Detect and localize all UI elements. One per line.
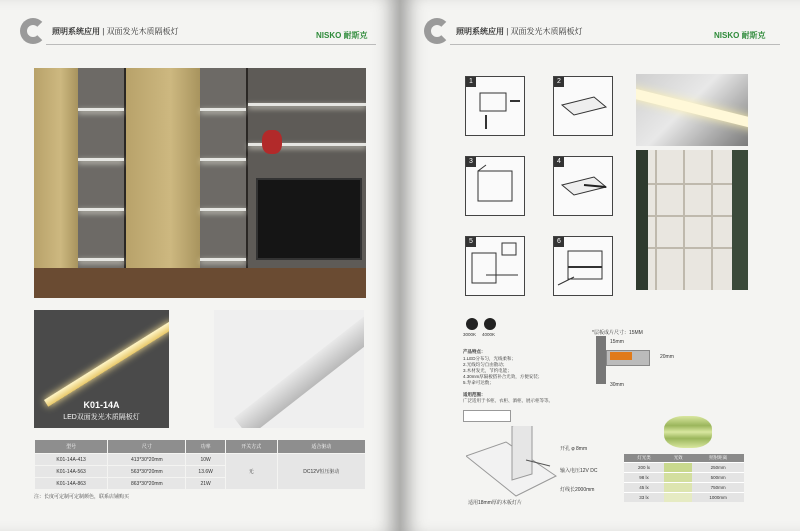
table-row: 98 lx 500mm <box>624 473 744 483</box>
table-row: 200 lx 250mm <box>624 463 744 473</box>
table-row: 33 lx 1000mm <box>624 493 744 503</box>
led-strip-icon <box>610 352 632 360</box>
gold-door-center <box>126 68 200 298</box>
col-model: 型号 <box>35 440 108 454</box>
driver-cell: DC12V恒压驱动 <box>277 454 365 490</box>
dim-20mm: 20mm <box>660 354 674 360</box>
red-ornament <box>262 130 282 154</box>
lux-table: 灯光类 光效 照射距离 200 lx 250mm 98 lx 500mm 45 lx 750mm 33 lx 1000mm <box>624 454 744 502</box>
right-header: 照明系统应用 | 双面发光木质隔板灯 <box>424 18 583 44</box>
feature-item: 4.30mm厚隔板搭补合光效，方便安装； <box>463 374 543 379</box>
brand-logo: NISKO 耐斯克 <box>714 31 766 40</box>
color-temp-label: 4000K <box>482 332 496 337</box>
label-cable: 灯线长2000mm <box>560 487 595 493</box>
header-subtitle: 双面发光木质隔板灯 <box>106 26 179 36</box>
color-temp-label: 3000K <box>463 332 477 337</box>
board-section <box>596 336 606 384</box>
cabinet-photo <box>34 68 366 298</box>
install-step-3: 3 <box>465 156 525 216</box>
table-row: K01-14A-863 863*30*20mm 21W <box>35 478 366 490</box>
table-row: 45 lx 750mm <box>624 483 744 493</box>
certification-icons <box>463 410 511 422</box>
col-switch: 开关方式 <box>225 440 277 454</box>
features-title: 产品特点： <box>463 349 486 354</box>
switch-cell: 无 <box>225 454 277 490</box>
bookshelf-photo <box>636 150 748 290</box>
color-temp-4000k-icon <box>484 318 496 330</box>
feature-item: 5.寿命可达数； <box>463 380 494 385</box>
spec-table <box>34 439 366 490</box>
gold-door-left <box>34 68 78 298</box>
label-hole: 开孔 φ 8mm <box>560 446 588 452</box>
label-voltage: 输入电压12V DC <box>560 468 598 474</box>
product-description: LED双面发光木质隔板灯 <box>63 414 140 421</box>
tv-screen <box>256 178 362 260</box>
dimension-title: *层板成片尺寸：15MM <box>592 330 643 336</box>
table-row: K01-14A-413 413*30*20mm 10W 无 DC12V恒压驱动 <box>35 454 366 466</box>
install-step-6: 6 <box>553 236 613 296</box>
table-row: K01-14A-563 563*30*20mm 13.6W <box>35 466 366 478</box>
install-step-2: 2 <box>553 76 613 136</box>
header-subtitle: 双面发光木质隔板灯 <box>510 26 583 36</box>
profile-3d-image <box>214 310 364 428</box>
feature-item: 1.LED分布匀，光线柔和； <box>463 356 517 361</box>
brand-logo: NISKO 耐斯克 <box>316 31 368 40</box>
product-code: K01-14A <box>83 400 120 410</box>
dim-30mm: 30mm <box>610 382 624 388</box>
col-power: 功率 <box>186 440 225 454</box>
usage-title: 适用范围： <box>463 392 486 397</box>
feature-item: 3.木材发光，节约电能； <box>463 368 512 373</box>
light-beam-graphic <box>664 416 712 448</box>
product-lit-image <box>34 310 169 428</box>
install-step-5: 5 <box>465 236 525 296</box>
install-step-4: 4 <box>553 156 613 216</box>
usage-text: 广泛适用于书柜、衣柜、酒柜、展示柜等等。 <box>463 398 553 403</box>
c-logo-icon <box>424 18 450 44</box>
c-logo-icon <box>20 18 46 44</box>
header-divider <box>46 44 376 45</box>
left-header: 照明系统应用 | 双面发光木质隔板灯 <box>20 18 179 44</box>
color-temp-3000k-icon <box>466 318 478 330</box>
col-size: 尺寸 <box>108 440 186 454</box>
header-title: 照明系统应用 <box>456 26 504 36</box>
profile-closeup-photo <box>636 74 748 146</box>
install-step-1: 1 <box>465 76 525 136</box>
bookshelf-grid <box>636 150 748 290</box>
header-divider <box>450 44 780 45</box>
footnote: 注：长度可定制可定制颜色，联系店铺购买 <box>34 494 130 500</box>
feature-item: 2.光线均匀自由散动； <box>463 362 508 367</box>
dim-15mm: 15mm <box>610 339 624 345</box>
col-driver: 适合驱动 <box>277 440 365 454</box>
label-board: 适用18mm厚的木板灯片 <box>468 500 522 506</box>
installation-diagram <box>466 426 576 506</box>
header-title: 照明系统应用 <box>52 26 100 36</box>
